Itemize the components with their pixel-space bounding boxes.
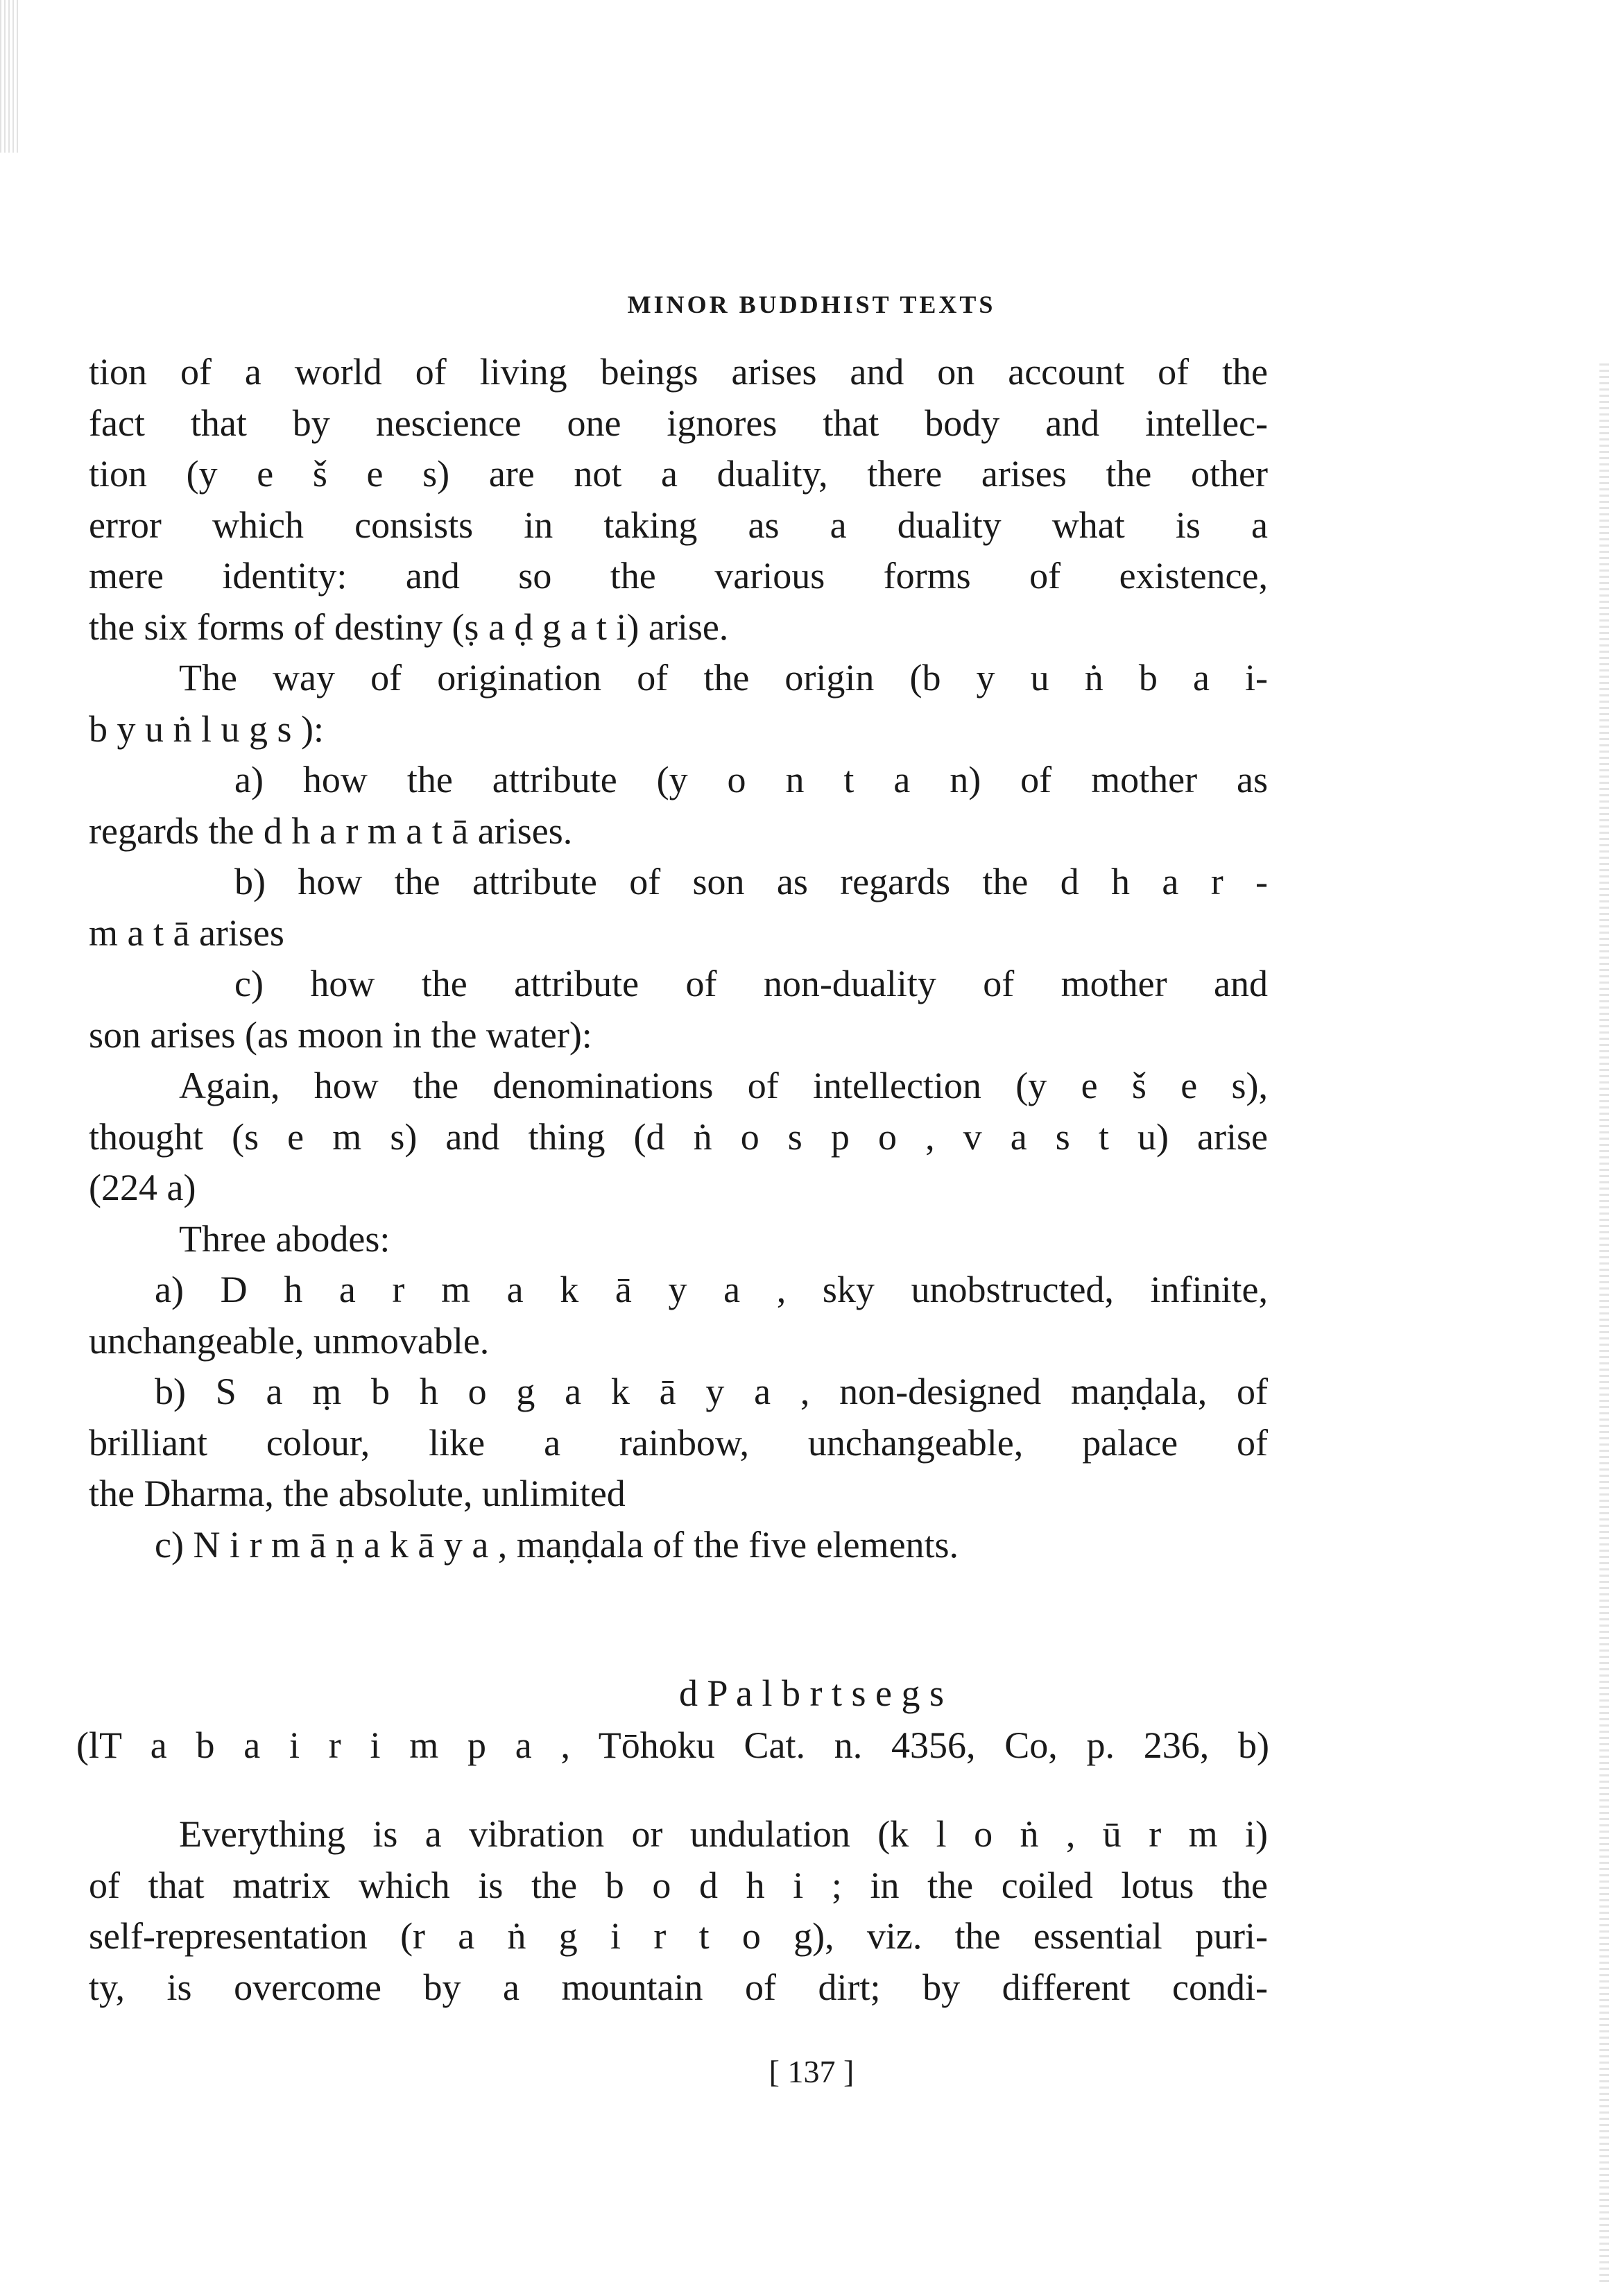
page-number: [ 137 ] <box>768 2054 855 2089</box>
text-line: brilliant colour, like a rainbow, unchangeable, palace of <box>89 1421 1268 1464</box>
section-text <box>89 1809 1268 2013</box>
section-source: (lT a b a i r i m p a , Tōhoku Cat. n. 4356, Co, p. 236, b) <box>76 1724 1269 1766</box>
abode-c: c) N i r m ā ṇ a k ā y a , maṇḍala of the five elements. <box>155 1523 959 1566</box>
text-line: fact that by nescience one ignores that body and intellec- <box>89 402 1268 444</box>
text-line: tion of a world of living beings arises and on account of the <box>89 351 1268 393</box>
text-line: error which consists in taking as a duality what is a <box>89 504 1268 546</box>
scan-corner-artifact <box>0 0 21 153</box>
text-line: b y u ṅ l u g s ): <box>89 708 325 750</box>
text-line: thought (s e m s) and thing (d ṅ o s p o , v a s t u) arise <box>89 1115 1268 1158</box>
text-line: of that matrix which is the b o d h i ; in the coiled lotus the <box>89 1864 1268 1906</box>
text-line: the Dharma, the absolute, unlimited <box>89 1473 626 1514</box>
text-line: tion (y e š e s) are not a duality, there arises the other <box>89 453 1268 495</box>
running-head: MINOR BUDDHIST TEXTS <box>627 291 996 318</box>
text-line: regards the d h a r m a t ā arises. <box>89 809 573 852</box>
main-text <box>89 347 1268 1570</box>
text-line: the six forms of destiny (ṣ a ḍ g a t i) arise. <box>89 606 729 648</box>
text-line: self-representation (r a ṅ g i r t o g), viz. the essential puri- <box>89 1915 1268 1957</box>
text-line: m a t ā arises <box>89 911 284 954</box>
text-line: unchangeable, unmovable. <box>89 1319 490 1362</box>
abode-a: a) D h a r m a k ā y a , sky unobstructed, infinite, <box>155 1269 1268 1310</box>
list-item-b: b) how the attribute of son as regards the d h a r - <box>234 861 1268 902</box>
text-line: mere identity: and so the various forms of existence, <box>89 555 1268 597</box>
text-line: Everything is a vibration or undulation (k l o ṅ , ū r m i) <box>179 1813 1268 1855</box>
text-line: Three abodes: <box>179 1217 390 1260</box>
text-line: Again, how the denominations of intellection (y e š e s), <box>179 1065 1268 1106</box>
text-line: son arises (as moon in the water): <box>89 1013 592 1056</box>
scan-edge-artifact <box>1599 361 1609 2282</box>
section-title: d P a l b r t s e g s <box>679 1672 944 1714</box>
list-item-c: c) how the attribute of non-duality of mother and <box>234 963 1268 1004</box>
text-line: (224 a) <box>89 1167 196 1208</box>
text-line: The way of origination of the origin (b y u ṅ b a i- <box>179 657 1268 699</box>
text-line: ty, is overcome by a mountain of dirt; by different condi- <box>89 1966 1268 2008</box>
list-item-a: a) how the attribute (y o n t a n) of mother as <box>234 759 1268 800</box>
abode-b: b) S a ṃ b h o g a k ā y a , non-designed maṇḍala, of <box>155 1371 1268 1412</box>
